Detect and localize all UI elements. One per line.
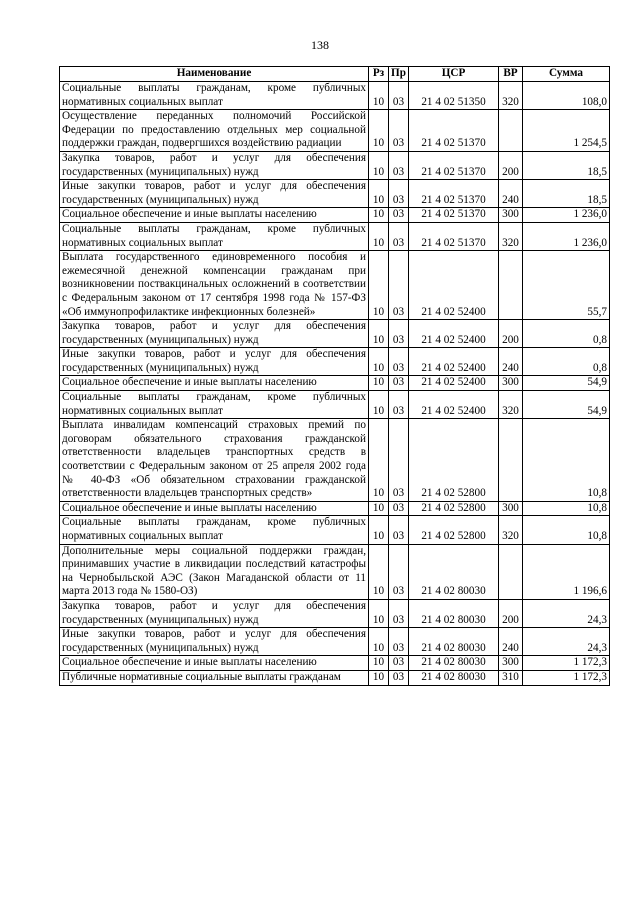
table-row (60, 222, 610, 250)
cell-pr: 03 (389, 82, 409, 110)
cell-csr: 21 4 02 80030 (409, 628, 499, 656)
cell-csr: 21 4 02 52400 (409, 391, 499, 419)
cell-pr: 03 (389, 251, 409, 320)
cell-pr: 03 (389, 110, 409, 152)
table-row (60, 628, 610, 656)
cell-csr: 21 4 02 52400 (409, 376, 499, 391)
cell-name: Осуществление переданных полномочий Российской Федерации по предоставлению отдельных мер социальной поддержки граждан, подвергшихся воздействию радиации (60, 110, 369, 152)
cell-sum: 1 172,3 (523, 656, 610, 671)
cell-csr: 21 4 02 51370 (409, 180, 499, 208)
table-row (60, 348, 610, 376)
cell-vr (499, 544, 523, 599)
cell-vr (499, 251, 523, 320)
cell-pr: 03 (389, 670, 409, 685)
cell-vr: 200 (499, 151, 523, 179)
cell-csr: 21 4 02 80030 (409, 544, 499, 599)
cell-rz: 10 (369, 320, 389, 348)
table-row (60, 391, 610, 419)
cell-name: Иные закупки товаров, работ и услуг для обеспечения государственных (муниципальных) нужд (60, 628, 369, 656)
cell-pr: 03 (389, 656, 409, 671)
cell-name: Закупка товаров, работ и услуг для обеспечения государственных (муниципальных) нужд (60, 320, 369, 348)
table-row (60, 376, 610, 391)
cell-name: Социальные выплаты гражданам, кроме публичных нормативных социальных выплат (60, 516, 369, 544)
cell-pr: 03 (389, 208, 409, 223)
cell-csr: 21 4 02 51370 (409, 151, 499, 179)
cell-vr: 200 (499, 599, 523, 627)
cell-vr: 240 (499, 180, 523, 208)
cell-csr: 21 4 02 52800 (409, 419, 499, 502)
cell-sum: 1 236,0 (523, 222, 610, 250)
cell-sum: 0,8 (523, 320, 610, 348)
cell-vr: 320 (499, 391, 523, 419)
cell-rz: 10 (369, 348, 389, 376)
cell-rz: 10 (369, 376, 389, 391)
cell-csr: 21 4 02 80030 (409, 599, 499, 627)
cell-name: Закупка товаров, работ и услуг для обеспечения государственных (муниципальных) нужд (60, 599, 369, 627)
cell-rz: 10 (369, 544, 389, 599)
cell-sum: 24,3 (523, 599, 610, 627)
cell-rz: 10 (369, 82, 389, 110)
cell-sum: 18,5 (523, 180, 610, 208)
cell-sum: 18,5 (523, 151, 610, 179)
table-row (60, 180, 610, 208)
column-header-csr: ЦСР (409, 67, 499, 82)
cell-sum: 10,8 (523, 501, 610, 516)
cell-name: Публичные нормативные социальные выплаты гражданам (60, 670, 369, 685)
cell-pr: 03 (389, 376, 409, 391)
cell-rz: 10 (369, 251, 389, 320)
cell-csr: 21 4 02 80030 (409, 670, 499, 685)
table-row (60, 151, 610, 179)
cell-pr: 03 (389, 180, 409, 208)
cell-pr: 03 (389, 501, 409, 516)
cell-name: Социальное обеспечение и иные выплаты населению (60, 501, 369, 516)
cell-sum: 10,8 (523, 516, 610, 544)
cell-rz: 10 (369, 501, 389, 516)
cell-rz: 10 (369, 628, 389, 656)
table-row (60, 208, 610, 223)
cell-pr: 03 (389, 516, 409, 544)
cell-vr: 320 (499, 222, 523, 250)
cell-pr: 03 (389, 544, 409, 599)
cell-pr: 03 (389, 222, 409, 250)
cell-pr: 03 (389, 151, 409, 179)
cell-csr: 21 4 02 51370 (409, 110, 499, 152)
cell-name: Социальные выплаты гражданам, кроме публичных нормативных социальных выплат (60, 222, 369, 250)
table-header-row (60, 67, 610, 82)
cell-csr: 21 4 02 52400 (409, 348, 499, 376)
table-row (60, 501, 610, 516)
table-body (60, 82, 610, 686)
cell-vr (499, 110, 523, 152)
cell-name: Социальное обеспечение и иные выплаты населению (60, 656, 369, 671)
cell-sum: 108,0 (523, 82, 610, 110)
cell-rz: 10 (369, 151, 389, 179)
table-row (60, 656, 610, 671)
cell-name: Социальные выплаты гражданам, кроме публичных нормативных социальных выплат (60, 82, 369, 110)
table-row (60, 82, 610, 110)
cell-name: Иные закупки товаров, работ и услуг для обеспечения государственных (муниципальных) нужд (60, 348, 369, 376)
cell-vr: 240 (499, 348, 523, 376)
cell-csr: 21 4 02 51350 (409, 82, 499, 110)
table-row (60, 110, 610, 152)
cell-vr: 240 (499, 628, 523, 656)
cell-vr: 310 (499, 670, 523, 685)
cell-vr: 300 (499, 656, 523, 671)
column-header-pr: Пр (389, 67, 409, 82)
cell-sum: 55,7 (523, 251, 610, 320)
cell-vr: 300 (499, 376, 523, 391)
cell-csr: 21 4 02 52400 (409, 251, 499, 320)
cell-vr: 300 (499, 208, 523, 223)
column-header-sum: Сумма (523, 67, 610, 82)
cell-pr: 03 (389, 628, 409, 656)
column-header-vr: ВР (499, 67, 523, 82)
cell-name: Иные закупки товаров, работ и услуг для обеспечения государственных (муниципальных) нужд (60, 180, 369, 208)
cell-vr: 200 (499, 320, 523, 348)
cell-vr: 300 (499, 501, 523, 516)
table-row (60, 320, 610, 348)
cell-csr: 21 4 02 51370 (409, 208, 499, 223)
table-row (60, 251, 610, 320)
cell-name: Закупка товаров, работ и услуг для обеспечения государственных (муниципальных) нужд (60, 151, 369, 179)
table-row (60, 599, 610, 627)
cell-csr: 21 4 02 80030 (409, 656, 499, 671)
cell-sum: 1 172,3 (523, 670, 610, 685)
cell-sum: 54,9 (523, 376, 610, 391)
cell-rz: 10 (369, 208, 389, 223)
cell-name: Выплата инвалидам компенсаций страховых премий по договорам обязательного страхования гражданской ответственности владельцев транспортных средств в соответствии с Федеральным законом от 25 апреля 2002 года № 40-ФЗ «Об обязательном страховании гражданской ответственности владельцев транспортных средств» (60, 419, 369, 502)
cell-rz: 10 (369, 599, 389, 627)
cell-rz: 10 (369, 180, 389, 208)
cell-rz: 10 (369, 222, 389, 250)
cell-rz: 10 (369, 516, 389, 544)
cell-pr: 03 (389, 348, 409, 376)
column-header-name: Наименование (60, 67, 369, 82)
cell-name: Выплата государственного единовременного пособия и ежемесячной денежной компенсации гражданам при возникновении поствакцинальных осложнений в соответствии с Федеральным законом от 17 сентября 1998 года № 157-ФЗ «Об иммунопрофилактике инфекционных болезней» (60, 251, 369, 320)
table-row (60, 544, 610, 599)
cell-rz: 10 (369, 656, 389, 671)
cell-vr: 320 (499, 516, 523, 544)
cell-csr: 21 4 02 52800 (409, 501, 499, 516)
cell-sum: 54,9 (523, 391, 610, 419)
cell-sum: 1 196,6 (523, 544, 610, 599)
table-row (60, 419, 610, 502)
cell-vr (499, 419, 523, 502)
cell-csr: 21 4 02 51370 (409, 222, 499, 250)
column-header-rz: Рз (369, 67, 389, 82)
cell-name: Социальные выплаты гражданам, кроме публичных нормативных социальных выплат (60, 391, 369, 419)
cell-rz: 10 (369, 110, 389, 152)
cell-sum: 0,8 (523, 348, 610, 376)
cell-sum: 1 254,5 (523, 110, 610, 152)
cell-vr: 320 (499, 82, 523, 110)
cell-name: Социальное обеспечение и иные выплаты населению (60, 208, 369, 223)
page-number: 138 (311, 38, 329, 52)
cell-name: Социальное обеспечение и иные выплаты населению (60, 376, 369, 391)
cell-rz: 10 (369, 391, 389, 419)
table-row (60, 670, 610, 685)
cell-csr: 21 4 02 52800 (409, 516, 499, 544)
budget-table (59, 66, 610, 686)
cell-sum: 1 236,0 (523, 208, 610, 223)
cell-pr: 03 (389, 599, 409, 627)
cell-sum: 24,3 (523, 628, 610, 656)
cell-rz: 10 (369, 670, 389, 685)
cell-name: Дополнительные меры социальной поддержки граждан, принимавших участие в ликвидации последствий катастрофы на Чернобыльской АЭС (Закон Магаданской области от 11 марта 2013 года № 1580-ОЗ) (60, 544, 369, 599)
cell-sum: 10,8 (523, 419, 610, 502)
cell-pr: 03 (389, 419, 409, 502)
cell-pr: 03 (389, 391, 409, 419)
cell-pr: 03 (389, 320, 409, 348)
table-row (60, 516, 610, 544)
cell-rz: 10 (369, 419, 389, 502)
cell-csr: 21 4 02 52400 (409, 320, 499, 348)
